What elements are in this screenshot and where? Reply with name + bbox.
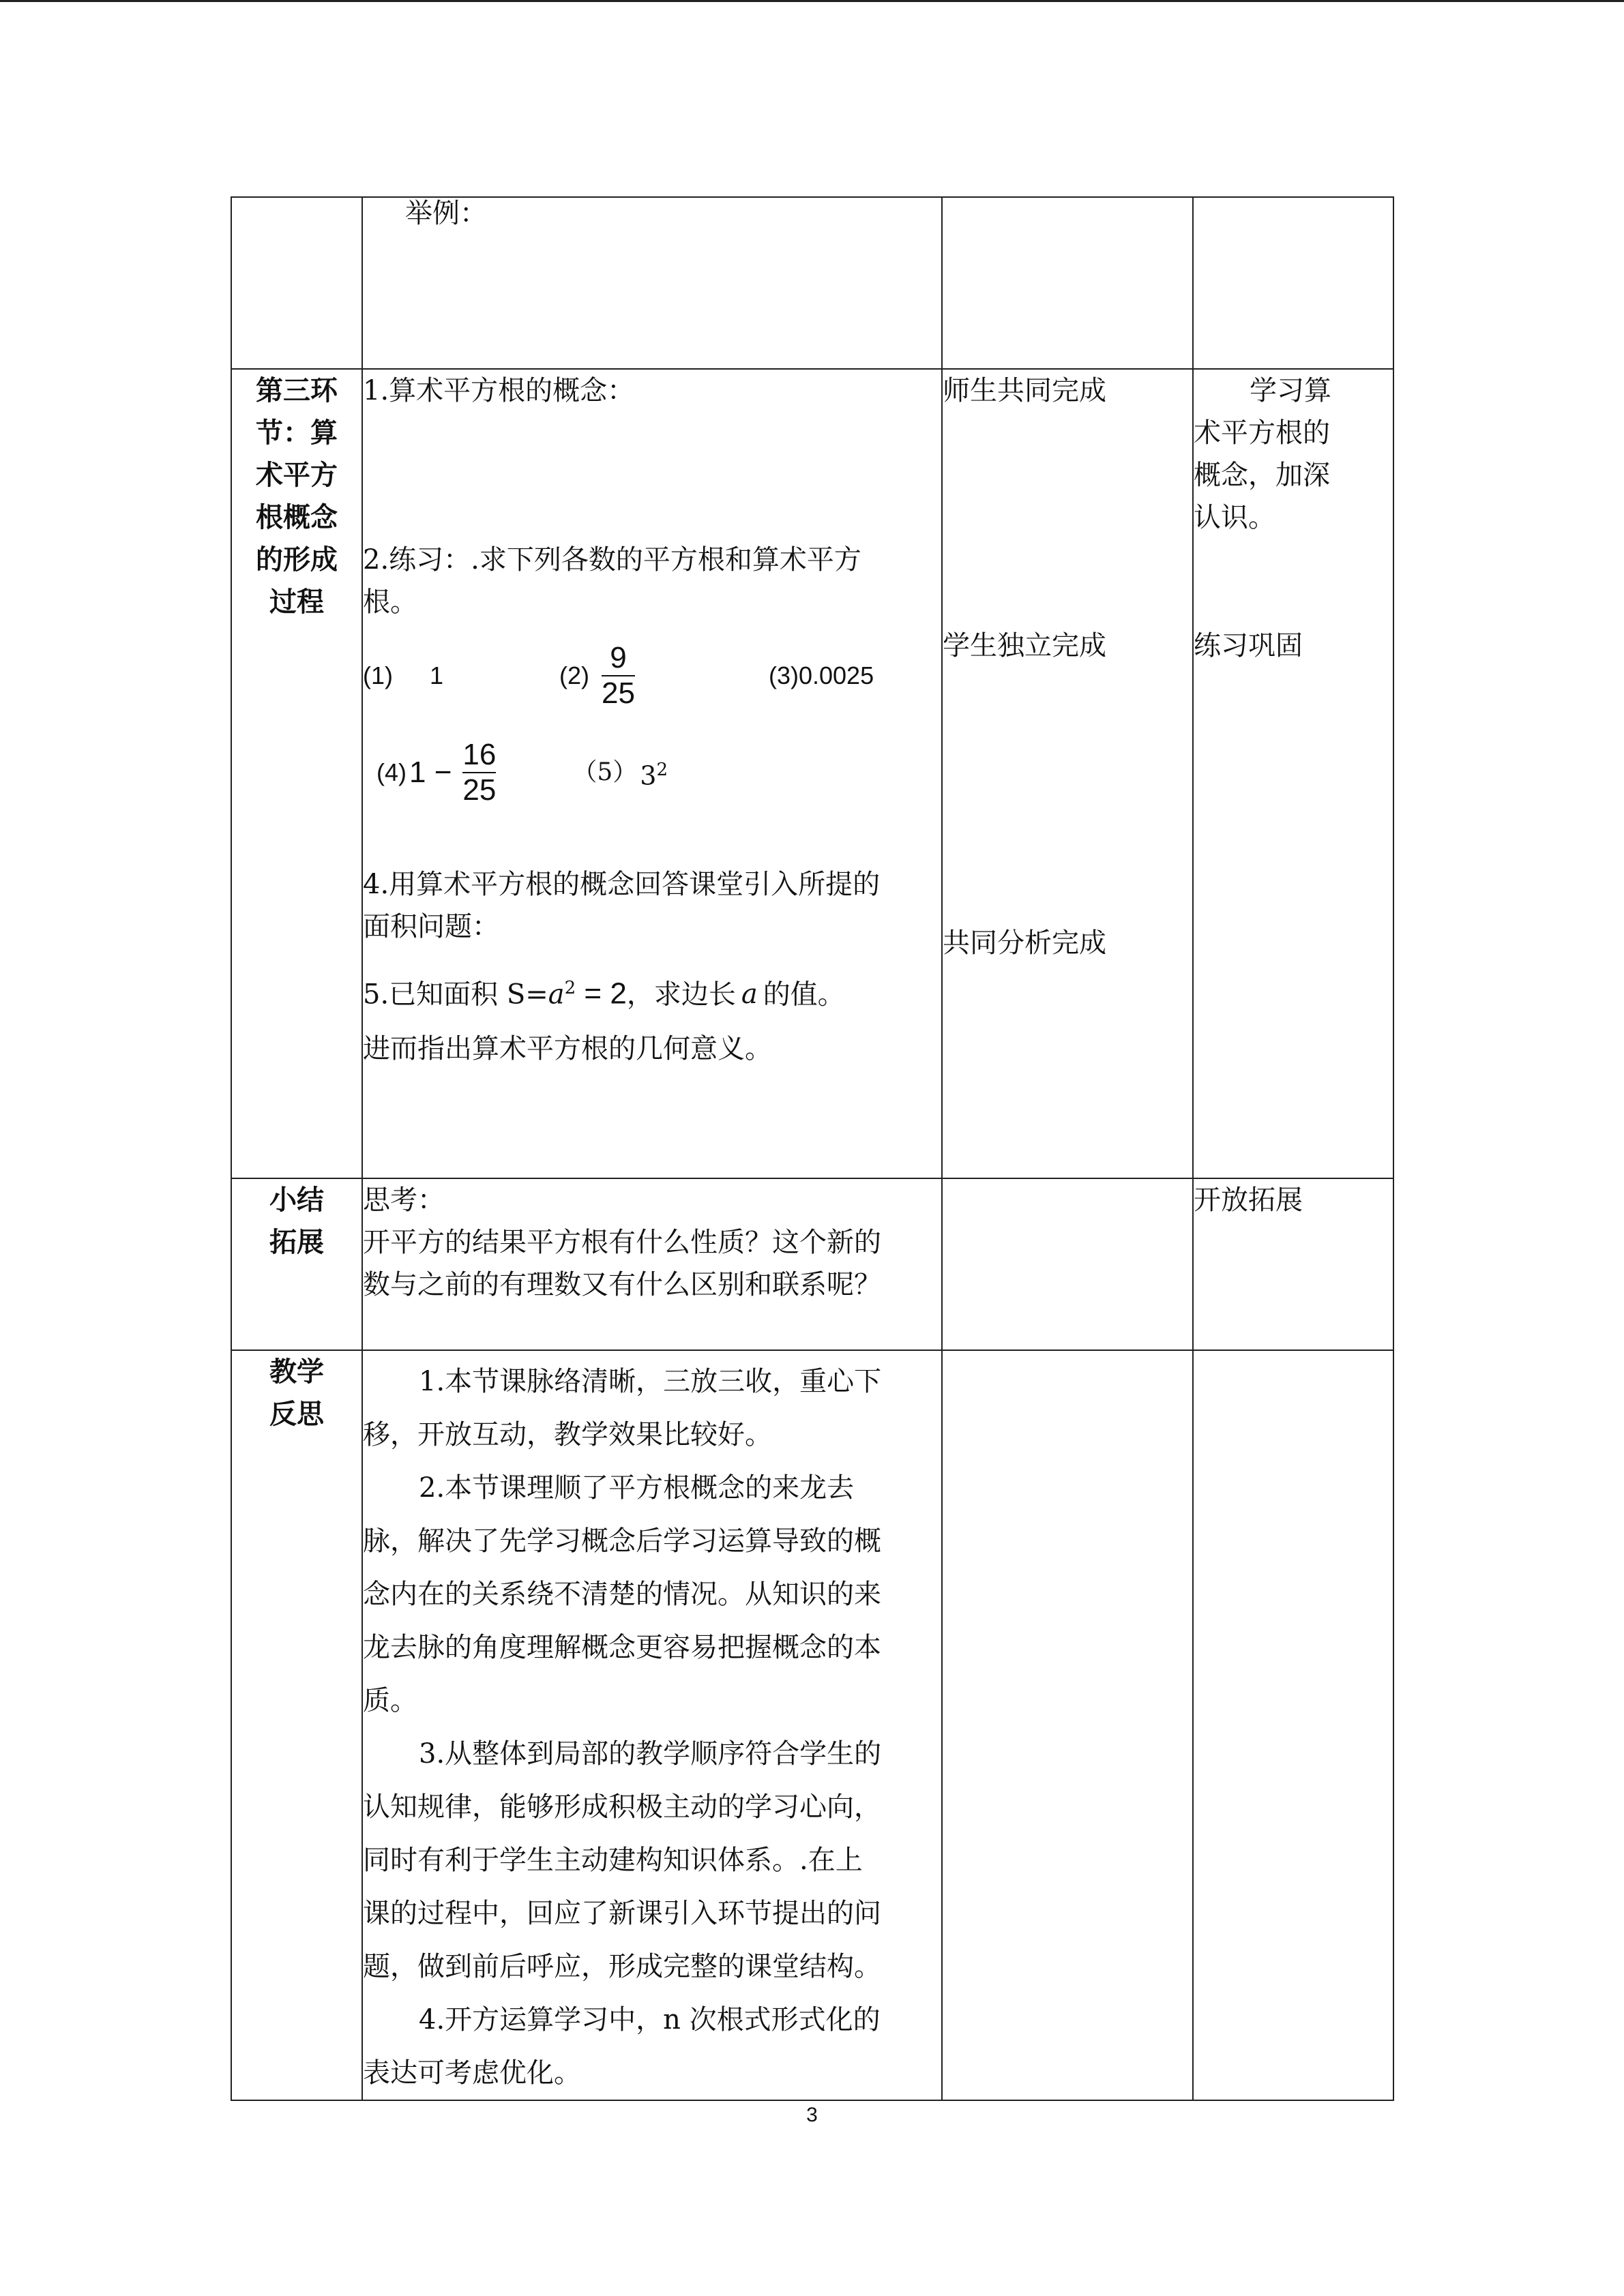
summary-question-1: 开平方的结果平方根有什么性质？这个新的 — [363, 1227, 881, 1258]
content-cell-example — [362, 197, 942, 369]
intent-line: 概念，加深 — [1194, 460, 1330, 491]
item-geometric-meaning: 进而指出算术平方根的几何意义。 — [363, 1033, 772, 1065]
intent-line: 学习算 — [1250, 375, 1331, 406]
stage-line: 反思 — [269, 1398, 324, 1430]
exercise-1-label: (1) — [363, 661, 393, 689]
activity-2: 学生独立完成 — [943, 630, 1106, 661]
area-exponent: 2 — [564, 978, 576, 998]
fraction-denominator: 25 — [602, 676, 635, 710]
fraction-denominator: 25 — [462, 773, 497, 807]
stage-line: 的形成 — [256, 543, 338, 576]
stage-line: 教学 — [269, 1356, 324, 1388]
activity-1: 师生共同完成 — [943, 375, 1106, 406]
intent-open: 开放拓展 — [1194, 1184, 1303, 1216]
exercise-row-1 — [363, 638, 941, 713]
item-area-line2: 面积问题： — [363, 911, 499, 942]
item-known-area-mid: ，求边长 — [626, 979, 736, 1011]
stage-line: 节：算 — [256, 417, 338, 449]
content-cell-summary — [362, 1178, 942, 1350]
activity-cell-empty — [942, 197, 1193, 369]
item-practice-line1: 2.练习：.求下列各数的平方根和算术平方 — [363, 544, 861, 576]
reflection-line: 认知规律，能够形成积极主动的学习心向， — [363, 1791, 881, 1823]
table-row-stage3 — [231, 369, 1393, 1178]
stage-line: 根概念 — [256, 501, 338, 533]
page-number: 3 — [806, 2104, 818, 2126]
item-known-area-prefix: 5.已知面积 S= — [363, 979, 548, 1011]
intent-practice: 练习巩固 — [1194, 630, 1303, 661]
activity-cell-empty — [942, 1350, 1193, 2100]
exercise-5-base: 3 — [640, 760, 657, 791]
activity-cell-empty — [942, 1178, 1193, 1350]
reflection-line: 质。 — [363, 1685, 417, 1716]
variable-a-2: a — [741, 979, 758, 1011]
activity-3: 共同分析完成 — [943, 927, 1106, 959]
item-area-line1: 4.用算术平方根的概念回答课堂引入所提的 — [363, 869, 881, 900]
stage-line: 术平方 — [256, 459, 338, 491]
reflection-line: 4.开方运算学习中，n 次根式形式化的 — [419, 2004, 881, 2036]
exercise-2-fraction — [602, 641, 635, 711]
stage-cell-summary — [231, 1178, 362, 1350]
exercise-2-label: (2) — [559, 661, 590, 689]
reflection-line: 龙去脉的角度理解概念更容易把握概念的本 — [363, 1632, 881, 1663]
content-cell-third — [362, 369, 942, 1178]
intent-cell-empty — [1193, 197, 1393, 369]
exercise-3: (3)0.0025 — [768, 661, 874, 689]
exercise-1-value: 1 — [430, 661, 444, 689]
fraction-numerator: 16 — [462, 738, 497, 771]
reflection-line: 课的过程中，回应了新课引入环节提出的问 — [363, 1898, 881, 1929]
stage-line: 拓展 — [269, 1226, 324, 1258]
intent-line: 术平方根的 — [1194, 417, 1330, 449]
exercise-4-label: (4) — [377, 758, 407, 786]
reflection-line: 2.本节课理顺了平方根概念的来龙去 — [419, 1472, 855, 1504]
item-practice-line2: 根。 — [363, 586, 417, 618]
stage-cell-empty — [231, 197, 362, 369]
example-label: 举例： — [405, 198, 487, 229]
item-known-area — [363, 967, 941, 1015]
summary-think: 思考： — [363, 1184, 445, 1216]
stage-line: 过程 — [269, 586, 324, 618]
intent-cell-empty — [1193, 1350, 1393, 2100]
table-row-summary — [231, 1178, 1393, 1350]
intent-line: 认识。 — [1194, 502, 1275, 533]
content-cell-reflection — [362, 1350, 942, 2100]
variable-a: a — [548, 979, 565, 1011]
intent-cell-summary — [1193, 1178, 1393, 1350]
stage-cell-reflection — [231, 1350, 362, 2100]
table-row-reflection — [231, 1350, 1393, 2100]
exercise-5-expression — [640, 749, 668, 797]
reflection-line: 3.从整体到局部的教学顺序符合学生的 — [419, 1738, 882, 1770]
lesson-plan-table — [231, 196, 1394, 2101]
fraction-numerator: 9 — [610, 641, 627, 674]
stage-line: 第三环 — [256, 374, 338, 406]
reflection-line: 同时有利于学生主动建构知识体系。.在上 — [363, 1845, 863, 1876]
item-concept: 1.算术平方根的概念： — [363, 375, 635, 406]
exercise-5-exponent: 2 — [656, 759, 668, 780]
page-top-rule — [0, 0, 1624, 2]
item-known-area-suffix: 的值。 — [763, 979, 845, 1011]
reflection-line: 脉，解决了先学习概念后学习运算导致的概 — [363, 1525, 881, 1557]
exercise-row-2 — [363, 735, 941, 810]
exercise-5-label: （5） — [572, 758, 638, 786]
reflection-line: 移，开放互动，教学效果比较好。 — [363, 1419, 772, 1450]
exercise-4-fraction — [462, 738, 496, 807]
stage-line: 小结 — [269, 1184, 324, 1216]
reflection-line: 念内在的关系绕不清楚的情况。从知识的来 — [363, 1579, 881, 1610]
table-row-example — [231, 197, 1393, 369]
area-equals: = 2 — [576, 976, 627, 1011]
reflection-line: 表达可考虑优化。 — [363, 2057, 581, 2089]
reflection-line: 1.本节课脉络清晰，三放三收，重心下 — [419, 1366, 882, 1397]
stage-cell-third — [231, 369, 362, 1178]
summary-question-2: 数与之前的有理数又有什么区别和联系呢？ — [363, 1269, 881, 1300]
exercise-4-prefix: 1 − — [409, 756, 452, 789]
activity-cell-third — [942, 369, 1193, 1178]
intent-cell-third — [1193, 369, 1393, 1178]
reflection-line: 题，做到前后呼应，形成完整的课堂结构。 — [363, 1951, 881, 1982]
